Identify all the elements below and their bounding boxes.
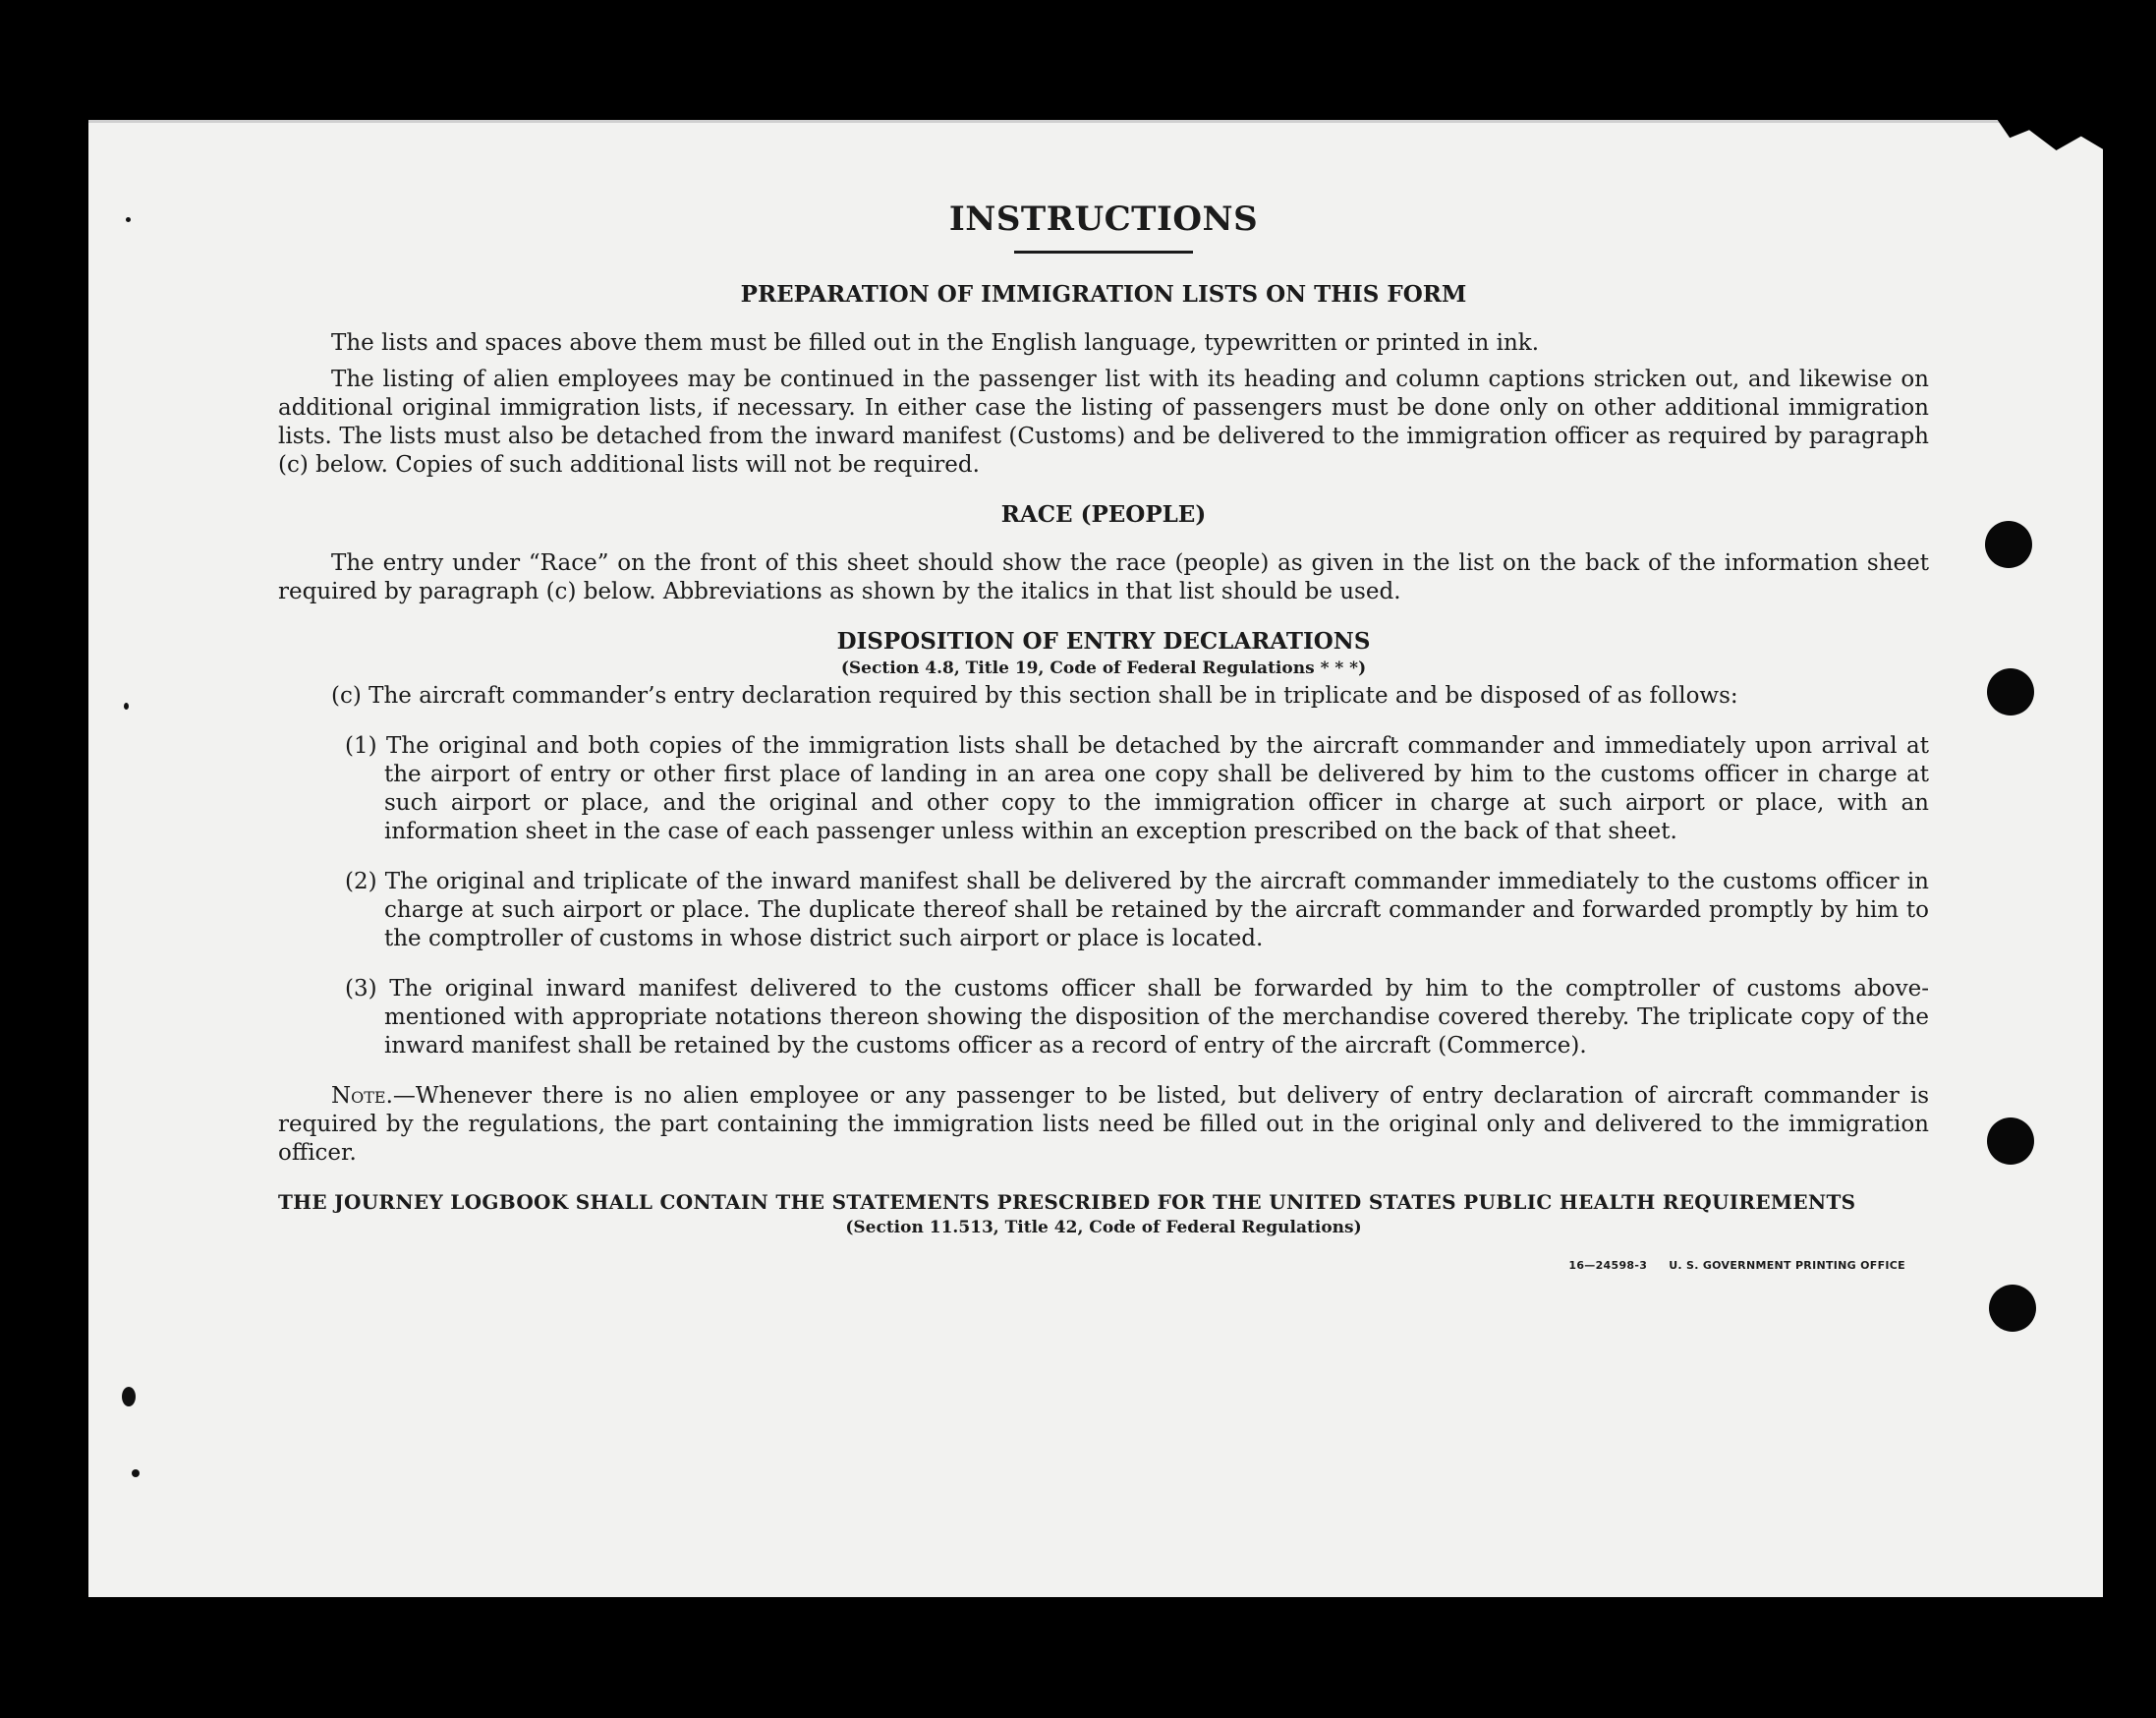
note-paragraph — [278, 1082, 1929, 1168]
page-title: INSTRUCTIONS — [948, 200, 1259, 239]
disposition-citation: (Section 4.8, Title 19, Code of Federal Regulations * * *) — [840, 659, 1367, 678]
printer-name: U. S. GOVERNMENT PRINTING OFFICE — [1669, 1259, 1905, 1272]
immigration-paragraph: The listing of alien employees may be continued in the passenger list with its heading and column captions stricken out, and likewise on additional original immigration lists, if necessary. In either case the listing of passengers must be done only on other additional immigration lists. The lists must also be detached from the inward manifest (Customs) and be delivered to the immigration officer as required by paragraph (c) below. Copies of such additional lists will not be required. — [278, 367, 1929, 478]
clause-item: (3) The original inward manifest delivered to the customs officer shall be forwarded by him to the comptroller of customs above-mentioned with appropriate notations thereon showing the disposition of the merchandise covered thereby. The triplicate copy of the inward manifest shall be retained by the customs officer as a record of entry of the aircraft (Commerce). — [345, 976, 1929, 1059]
health-statement: THE JOURNEY LOGBOOK SHALL CONTAIN THE STATEMENTS PRESCRIBED FOR THE UNITED STATES PUBLIC HEALTH REQUIREMENTS — [278, 1190, 1856, 1214]
instructions-content — [278, 200, 1929, 1277]
health-citation: (Section 11.513, Title 42, Code of Federal Regulations) — [845, 1218, 1362, 1237]
punch-hole — [1987, 668, 2034, 716]
clause-item: (1) The original and both copies of the immigration lists shall be detached by the aircraft commander and immediately upon arrival at the airport of entry or other first place of landing in an area one copy shall be delivered by him to the customs officer in charge at such airport or place, and the original and other copy to the immigration officer in charge at such airport or place, with an information sheet in the case of each passenger unless within an exception prescribed on the back of that sheet. — [345, 733, 1929, 844]
paper-speck — [122, 1387, 136, 1406]
race-paragraph: The entry under “Race” on the front of this sheet should show the race (people) as given in the list on the back of the information sheet required by paragraph (c) below. Abbreviations as shown by the italics in that list should be used. — [278, 550, 1929, 604]
note-lead: Note. — [331, 1083, 393, 1109]
disposition-heading: DISPOSITION OF ENTRY DECLARATIONS — [836, 628, 1371, 655]
torn-corner — [1997, 119, 2105, 150]
clause-item: (2) The original and triplicate of the inward manifest shall be delivered by the aircraft commander immediately to the customs officer in charge at such airport or place. The duplicate thereof shall be retained by the aircraft commander and forwarded promptly by him to the comptroller of customs in whose district such airport or place is located. — [345, 869, 1929, 951]
paper-speck — [124, 703, 129, 710]
title-rule — [1014, 251, 1193, 254]
immigration-paragraph: The lists and spaces above them must be filled out in the English language, typewritten or printed in ink. — [331, 330, 1540, 356]
document-page — [88, 120, 2103, 1597]
clause-c: (c) The aircraft commander’s entry declaration required by this section shall be in triplicate and be disposed of as follows: — [331, 683, 1738, 709]
paper-speck — [132, 1469, 140, 1477]
form-number: 16—24598-3 — [1568, 1259, 1648, 1272]
punch-hole — [1985, 521, 2032, 568]
race-heading: RACE (PEOPLE) — [1000, 501, 1207, 528]
printer-imprint — [1568, 1259, 1905, 1272]
immigration-heading: PREPARATION OF IMMIGRATION LISTS ON THIS FORM — [740, 281, 1467, 308]
note-text: —Whenever there is no alien employee or any passenger to be listed, but delivery of entry declaration of aircraft commander is required by the regulations, the part containing the immigration lists need be filled out in the original only and delivered to the immigration officer. — [278, 1083, 1929, 1166]
punch-hole — [1989, 1285, 2036, 1332]
punch-hole — [1987, 1117, 2034, 1165]
paper-speck — [126, 217, 131, 222]
